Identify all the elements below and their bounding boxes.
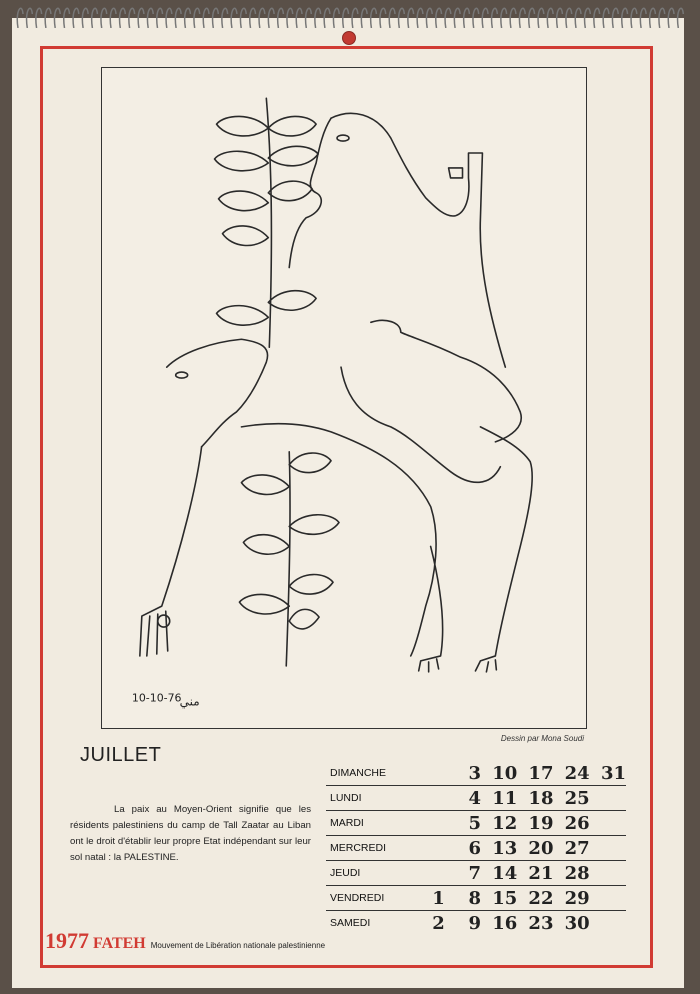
date-cell: 16 xyxy=(492,912,518,934)
message-text: La paix au Moyen-Orient signifie que les résidents palestiniens du camp de Tall Zaatar au Liban ont le droit d'établir leur propre Etat indépendant sur leur sol natal : la PALESTINE. xyxy=(70,804,311,863)
calendar-row xyxy=(326,911,626,936)
date-cell: 2 xyxy=(432,912,445,934)
date-cell: 25 xyxy=(553,786,589,811)
date-cell xyxy=(590,836,626,861)
date-cell: 22 xyxy=(517,886,553,911)
spiral-binding xyxy=(12,0,684,28)
date-cell xyxy=(590,786,626,811)
day-name: VENDREDI xyxy=(326,886,409,911)
date-cell: 26 xyxy=(553,811,589,836)
day-name: DIMANCHE xyxy=(326,761,409,786)
date-cell: 11 xyxy=(481,786,517,811)
date-cell: 7 xyxy=(445,861,481,886)
date-cell: 4 xyxy=(445,786,481,811)
artist-signature: 10-10-76 xyxy=(131,691,182,705)
artwork-caption: Dessin par Mona Soudi xyxy=(500,734,584,743)
month-title: JUILLET xyxy=(80,744,162,766)
calendar-row xyxy=(326,861,626,886)
date-cell xyxy=(409,761,445,786)
day-name: MARDI xyxy=(326,811,409,836)
date-cell: 14 xyxy=(481,861,517,886)
calendar-row xyxy=(326,886,626,911)
date-cell xyxy=(590,911,626,936)
calendar-table xyxy=(326,761,626,935)
date-cell: 28 xyxy=(553,861,589,886)
day-name: JEUDI xyxy=(326,861,409,886)
date-cell xyxy=(409,861,445,886)
date-cell: 9 xyxy=(468,912,482,934)
date-cell: 5 xyxy=(445,811,481,836)
date-cell: 18 xyxy=(517,786,553,811)
date-cell: 15 xyxy=(481,886,517,911)
footer-organization: FATEH xyxy=(93,935,146,952)
footer xyxy=(45,928,325,954)
date-cell: 27 xyxy=(553,836,589,861)
date-cell: 13 xyxy=(481,836,517,861)
artist-signature-arabic: مني xyxy=(179,694,200,709)
day-name: SAMEDI xyxy=(330,917,371,929)
date-cell: 10 xyxy=(481,761,517,786)
footer-year: 1977 xyxy=(45,928,89,953)
date-cell: 1 xyxy=(409,886,445,911)
date-cell: 6 xyxy=(445,836,481,861)
line-drawing-illustration xyxy=(102,68,586,728)
date-cell: 31 xyxy=(590,761,626,786)
date-cell: 24 xyxy=(553,761,589,786)
calendar-row xyxy=(326,786,626,811)
day-name: LUNDI xyxy=(326,786,409,811)
date-cell xyxy=(590,886,626,911)
date-cell: 20 xyxy=(517,836,553,861)
date-cell xyxy=(590,811,626,836)
date-cell: 12 xyxy=(481,811,517,836)
date-cell: 19 xyxy=(517,811,553,836)
artwork-frame xyxy=(101,67,587,729)
date-cell xyxy=(409,836,445,861)
date-cell: 21 xyxy=(517,861,553,886)
date-cell xyxy=(409,786,445,811)
date-cell: 23 xyxy=(528,912,554,934)
footer-tagline: Mouvement de Libération nationale palestinienne xyxy=(150,941,326,950)
calendar-row xyxy=(326,761,626,786)
date-cell: 29 xyxy=(553,886,589,911)
date-cell xyxy=(590,861,626,886)
date-cell: 30 xyxy=(564,912,590,934)
day-name: MERCREDI xyxy=(326,836,409,861)
date-cell: 3 xyxy=(445,761,481,786)
date-cell: 8 xyxy=(445,886,481,911)
date-cell xyxy=(409,811,445,836)
date-cell: 17 xyxy=(517,761,553,786)
calendar-row xyxy=(326,836,626,861)
hanging-hole xyxy=(342,31,356,45)
calendar-row xyxy=(326,811,626,836)
